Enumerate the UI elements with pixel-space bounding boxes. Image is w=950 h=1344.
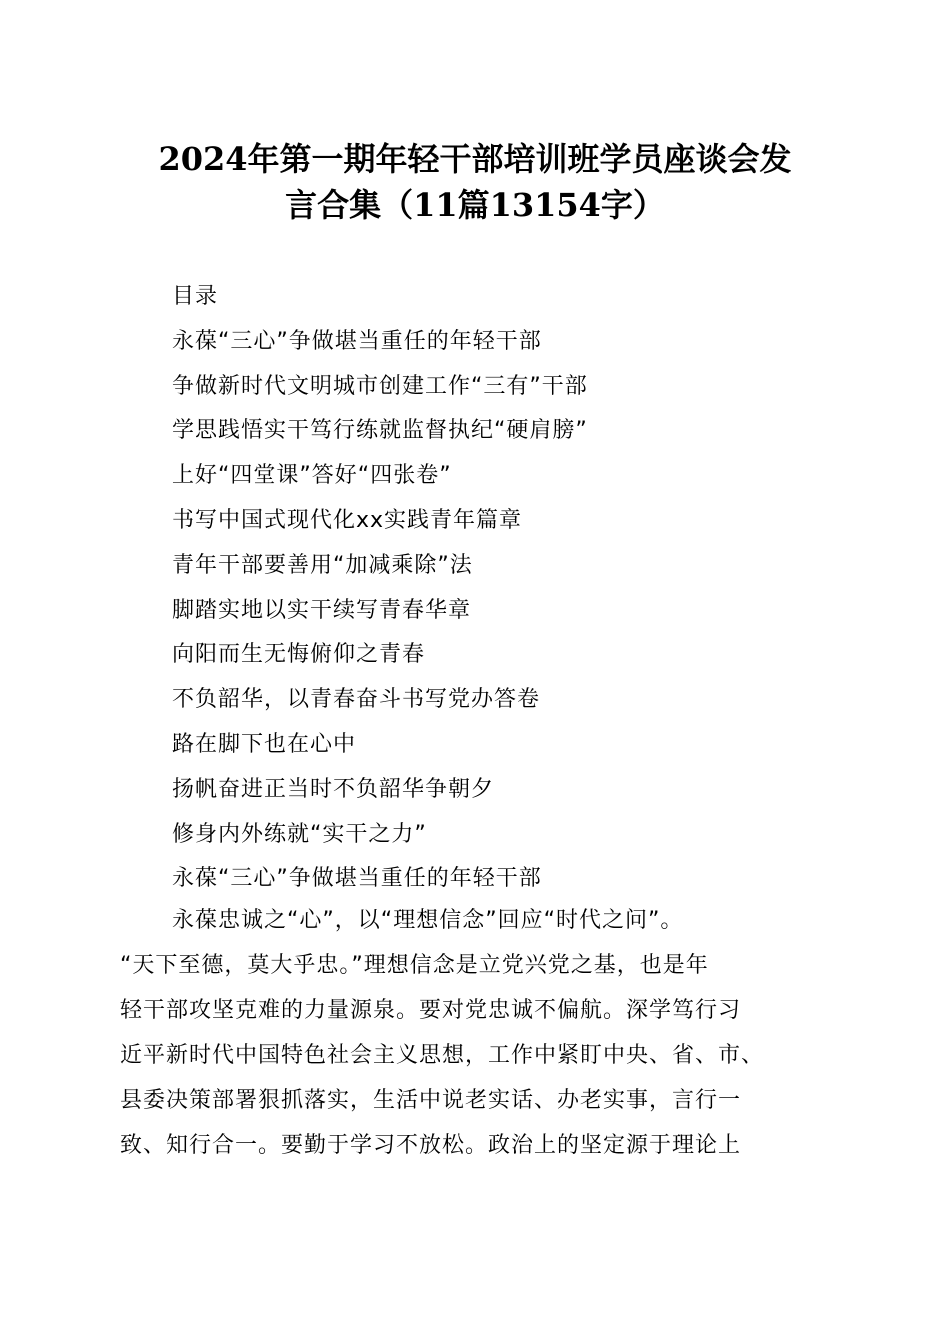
toc-item: 青年干部要善用“加减乘除”法 [172,552,473,578]
toc-item: 上好“四堂课”答好“四张卷” [172,463,452,489]
section-title: 永葆“三心”争做堪当重任的年轻干部 [172,866,542,892]
body-line: “天下至德，莫大乎忠。”理想信念是立党兴党之基，也是年 [120,953,709,978]
body-line: 轻干部攻坚克难的力量源泉。要对党忠诚不偏航。深学笃行习 [120,998,742,1023]
toc-item: 路在脚下也在心中 [172,731,357,757]
toc-item: 扬帆奋进正当时不负韶华争朝夕 [172,776,495,802]
toc-item: 书写中国式现代化xx实践青年篇章 [172,507,523,533]
toc-item: 脚踏实地以实干续写青春华章 [172,597,472,623]
body-line: 致、知行合一。要勤于学习不放松。政治上的坚定源于理论上 [120,1133,742,1158]
toc-heading: 目录 [172,284,219,309]
toc-item: 修身内外练就“实干之力” [172,821,427,847]
body-line: 近平新时代中国特色社会主义思想，工作中紧盯中央、省、市、 [120,1043,765,1068]
body-line: 县委决策部署狠抓落实，生活中说老实话、办老实事，言行一 [120,1088,742,1113]
toc-item: 学思践悟实干笃行练就监督执纪“硬肩膀” [172,418,588,444]
toc-item: 不负韶华，以青春奋斗书写党办答卷 [172,687,541,713]
document-title-line-1: 2024年第一期年轻干部培训班学员座谈会发 [158,140,792,178]
table-of-contents [172,275,588,902]
toc-item: 争做新时代文明城市创建工作“三有”干部 [172,373,588,399]
toc-item: 永葆“三心”争做堪当重任的年轻干部 [172,328,542,354]
body-paragraph [120,898,840,1168]
toc-item: 向阳而生无悔俯仰之青春 [172,642,426,668]
body-line: 永葆忠诚之“心”，以“理想信念”回应“时代之问”。 [172,908,684,933]
document-title-line-2: 言合集（11篇13154字） [285,186,665,224]
document-title [100,136,850,228]
